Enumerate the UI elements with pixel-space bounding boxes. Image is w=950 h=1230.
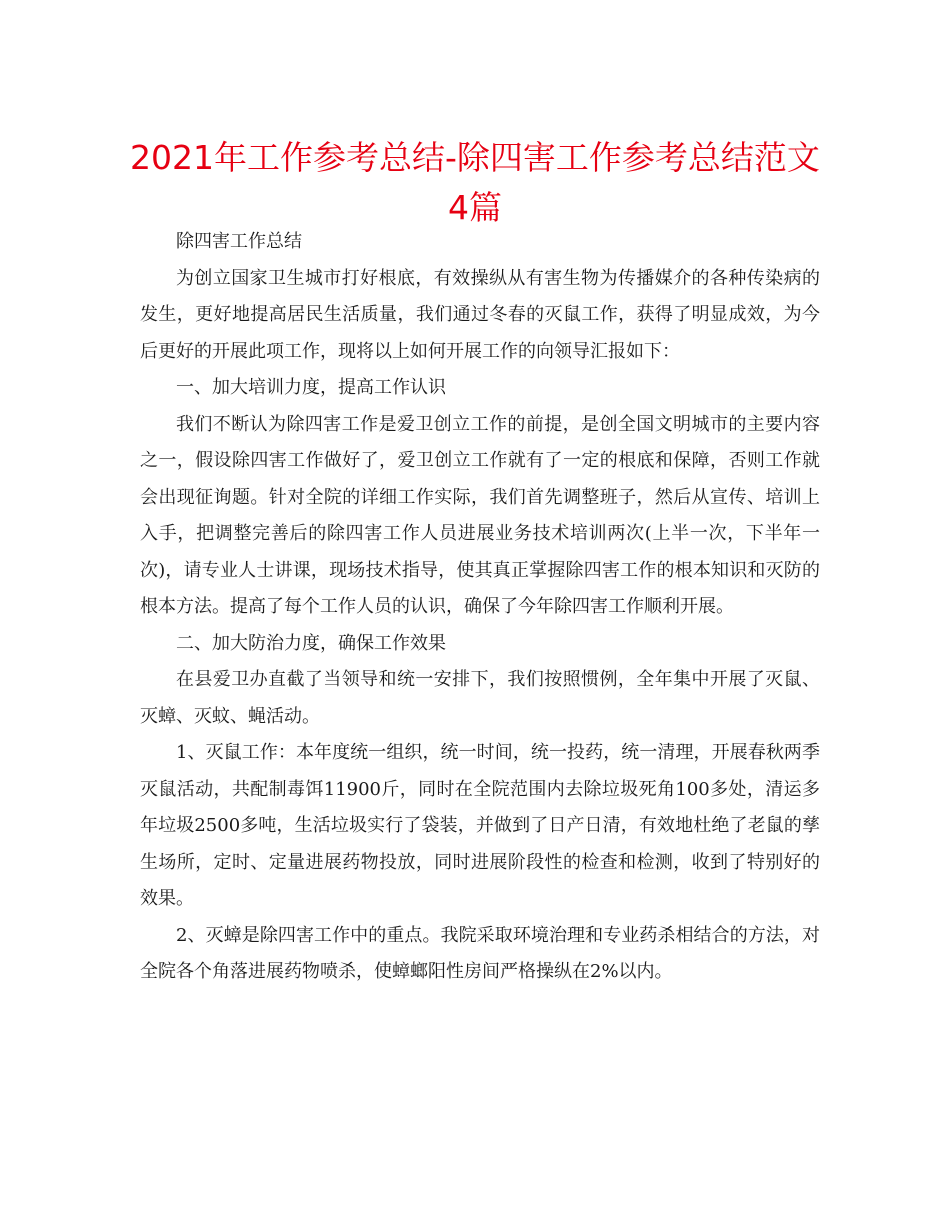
section-heading: 二、加大防治力度，确保工作效果 — [176, 632, 446, 654]
document-title-line-2: 4篇 — [448, 188, 502, 227]
body-paragraph: 在县爱卫办直截了当领导和统一安排下，我们按照惯例，全年集中开展了灭鼠、灭蟑、灭蚊、蝇活动。 — [140, 669, 820, 727]
body-paragraph: 为创立国家卫生城市打好根底，有效操纵从有害生物为传播媒介的各种传染病的发生，更好地提高居民生活质量，我们通过冬春的灭鼠工作，获得了明显成效，为今后更好的开展此项工作，现将以上如何开展工作的向领导汇报如下： — [140, 267, 820, 362]
body-paragraph: 我们不断认为除四害工作是爱卫创立工作的前提，是创全国文明城市的主要内容之一，假设除四害工作做好了，爱卫创立工作就有了一定的根底和保障，否则工作就会出现征询题。针对全院的详细工作实际，我们首先调整班子，然后从宣传、培训上入手，把调整完善后的除四害工作人员进展业务技术培训两次(上半一次，下半年一次)，请专业人士讲课，现场技术指导，使其真正掌握除四害工作的根本知识和灭防的根本方法。提高了每个工作人员的认识，确保了今年除四害工作顺利开展。 — [140, 413, 820, 617]
body-paragraph: 1、灭鼠工作：本年度统一组织，统一时间，统一投药，统一清理，开展春秋两季灭鼠活动，共配制毒饵11900斤，同时在全院范围内去除垃圾死角100多处，清运多年垃圾2500多吨，生活垃圾实行了袋装，并做到了日产日清，有效地杜绝了老鼠的孳生场所，定时、定量进展药物投放，同时进展阶段性的检查和检测，收到了特别好的效果。 — [140, 742, 820, 909]
document-body — [140, 224, 820, 991]
body-paragraph: 2、灭蟑是除四害工作中的重点。我院采取环境治理和专业药杀相结合的方法，对全院各个角落进展药物喷杀，使蟑螂阳性房间严格操纵在2%以内。 — [140, 924, 820, 982]
section-heading: 一、加大培训力度，提高工作认识 — [176, 377, 446, 398]
document-title-line-1: 2021年工作参考总结-除四害工作参考总结范文 — [130, 138, 820, 177]
section-heading: 除四害工作总结 — [176, 231, 302, 252]
